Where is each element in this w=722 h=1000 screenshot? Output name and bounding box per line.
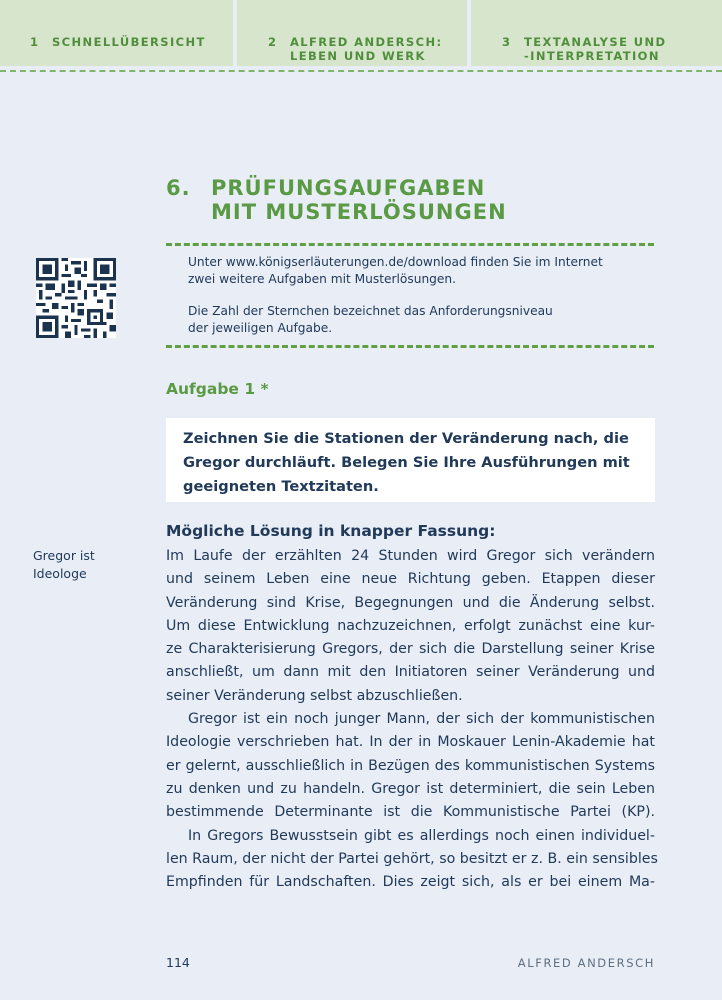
margin-note-line: Ideologe bbox=[33, 566, 87, 581]
tab-label: TEXTANALYSE UND bbox=[524, 35, 667, 49]
text-line: zu denken und zu handeln. Gregor ist determiniert, die sein Leben bbox=[166, 780, 655, 797]
text-line: seiner Veränderung selbst abzuschließen. bbox=[166, 687, 463, 704]
text-line: bestimmende Determinante ist die Kommunistische Partei (KP). bbox=[166, 804, 655, 821]
text-line: Empfinden für Landschaften. Dies zeigt sich, als er bei einem Ma- bbox=[166, 874, 655, 891]
task-line: Gregor durchläuft. Belegen Sie Ihre Ausführungen mit bbox=[183, 454, 630, 471]
tab-label: ALFRED ANDERSCH: bbox=[290, 35, 443, 49]
chapter-title-line1: PRÜFUNGSAUFGABEN bbox=[211, 176, 486, 200]
task-line: geeigneten Textzitaten. bbox=[183, 478, 379, 495]
tab-leben-und-werk[interactable] bbox=[237, 0, 467, 66]
text-line: er gelernt, ausschließlich in Bezügen des kommunistischen Systems bbox=[166, 757, 655, 774]
tab-schnelluebersicht[interactable] bbox=[0, 0, 233, 66]
text-line: Veränderung sind Krise, Begegnungen und die Änderung selbst. bbox=[166, 594, 655, 611]
tab-number: 3 bbox=[502, 35, 512, 49]
text-line: ze Charakterisierung Gregors, der sich die Darstellung seiner Krise bbox=[166, 641, 655, 658]
text-line: In Gregors Bewusstsein gibt es allerdings noch einen individuel- bbox=[188, 827, 655, 844]
text-line: Im Laufe der erzählten 24 Stunden wird Gregor sich verändern bbox=[166, 548, 655, 564]
margin-note-line: Gregor ist bbox=[33, 548, 95, 563]
text-line: anschließt, um dann mit den Initiatoren seiner Veränderung und bbox=[166, 664, 655, 681]
chapter-title-line2: MIT MUSTERLÖSUNGEN bbox=[211, 200, 507, 224]
task-title: Aufgabe 1 * bbox=[166, 380, 269, 398]
task-line: Zeichnen Sie die Stationen der Veränderung nach, die bbox=[183, 430, 629, 447]
info-line: der jeweiligen Aufgabe. bbox=[188, 321, 333, 335]
text-line: und seinem Leben eine neue Richtung geben. Etappen dieser bbox=[166, 571, 655, 588]
tab-textanalyse[interactable] bbox=[471, 0, 722, 66]
tab-label-line2: LEBEN UND WERK bbox=[290, 49, 426, 63]
tab-label-line2: -INTERPRETATION bbox=[524, 49, 660, 63]
tab-number: 1 bbox=[30, 35, 40, 49]
tab-number: 2 bbox=[268, 35, 278, 49]
divider-top bbox=[166, 243, 654, 246]
text-line: len Raum, der nicht der Partei gehört, so besitzt er z. B. ein sensibles bbox=[166, 850, 658, 867]
divider-bottom bbox=[166, 345, 654, 348]
info-line: Die Zahl der Sternchen bezeichnet das Anforderungsniveau bbox=[188, 304, 553, 318]
page-number: 114 bbox=[166, 955, 190, 970]
solution-text bbox=[166, 545, 658, 894]
text-line: Ideologie verschrieben hat. In der in Moskauer Lenin-Akademie hat bbox=[166, 734, 655, 751]
info-line: Unter www.königserläuterungen.de/download finden Sie im Internet bbox=[188, 255, 603, 269]
tab-label: SCHNELLÜBERSICHT bbox=[52, 35, 206, 49]
text-line: Gregor ist ein noch junger Mann, der sich der kommunistischen bbox=[188, 711, 655, 728]
info-line: zwei weitere Aufgaben mit Musterlösungen. bbox=[188, 272, 457, 286]
task-box bbox=[166, 418, 655, 502]
chapter-nav bbox=[0, 0, 722, 66]
running-footer-author: ALFRED ANDERSCH bbox=[517, 956, 655, 970]
solution-title: Mögliche Lösung in knapper Fassung: bbox=[166, 522, 496, 540]
text-line: Um diese Entwicklung nachzuzeichnen, erfolgt zunächst eine kur- bbox=[166, 617, 655, 634]
margin-note bbox=[33, 547, 95, 583]
qr-code-icon[interactable] bbox=[36, 258, 116, 338]
chapter-number: 6. bbox=[166, 176, 191, 200]
nav-divider bbox=[0, 70, 722, 72]
